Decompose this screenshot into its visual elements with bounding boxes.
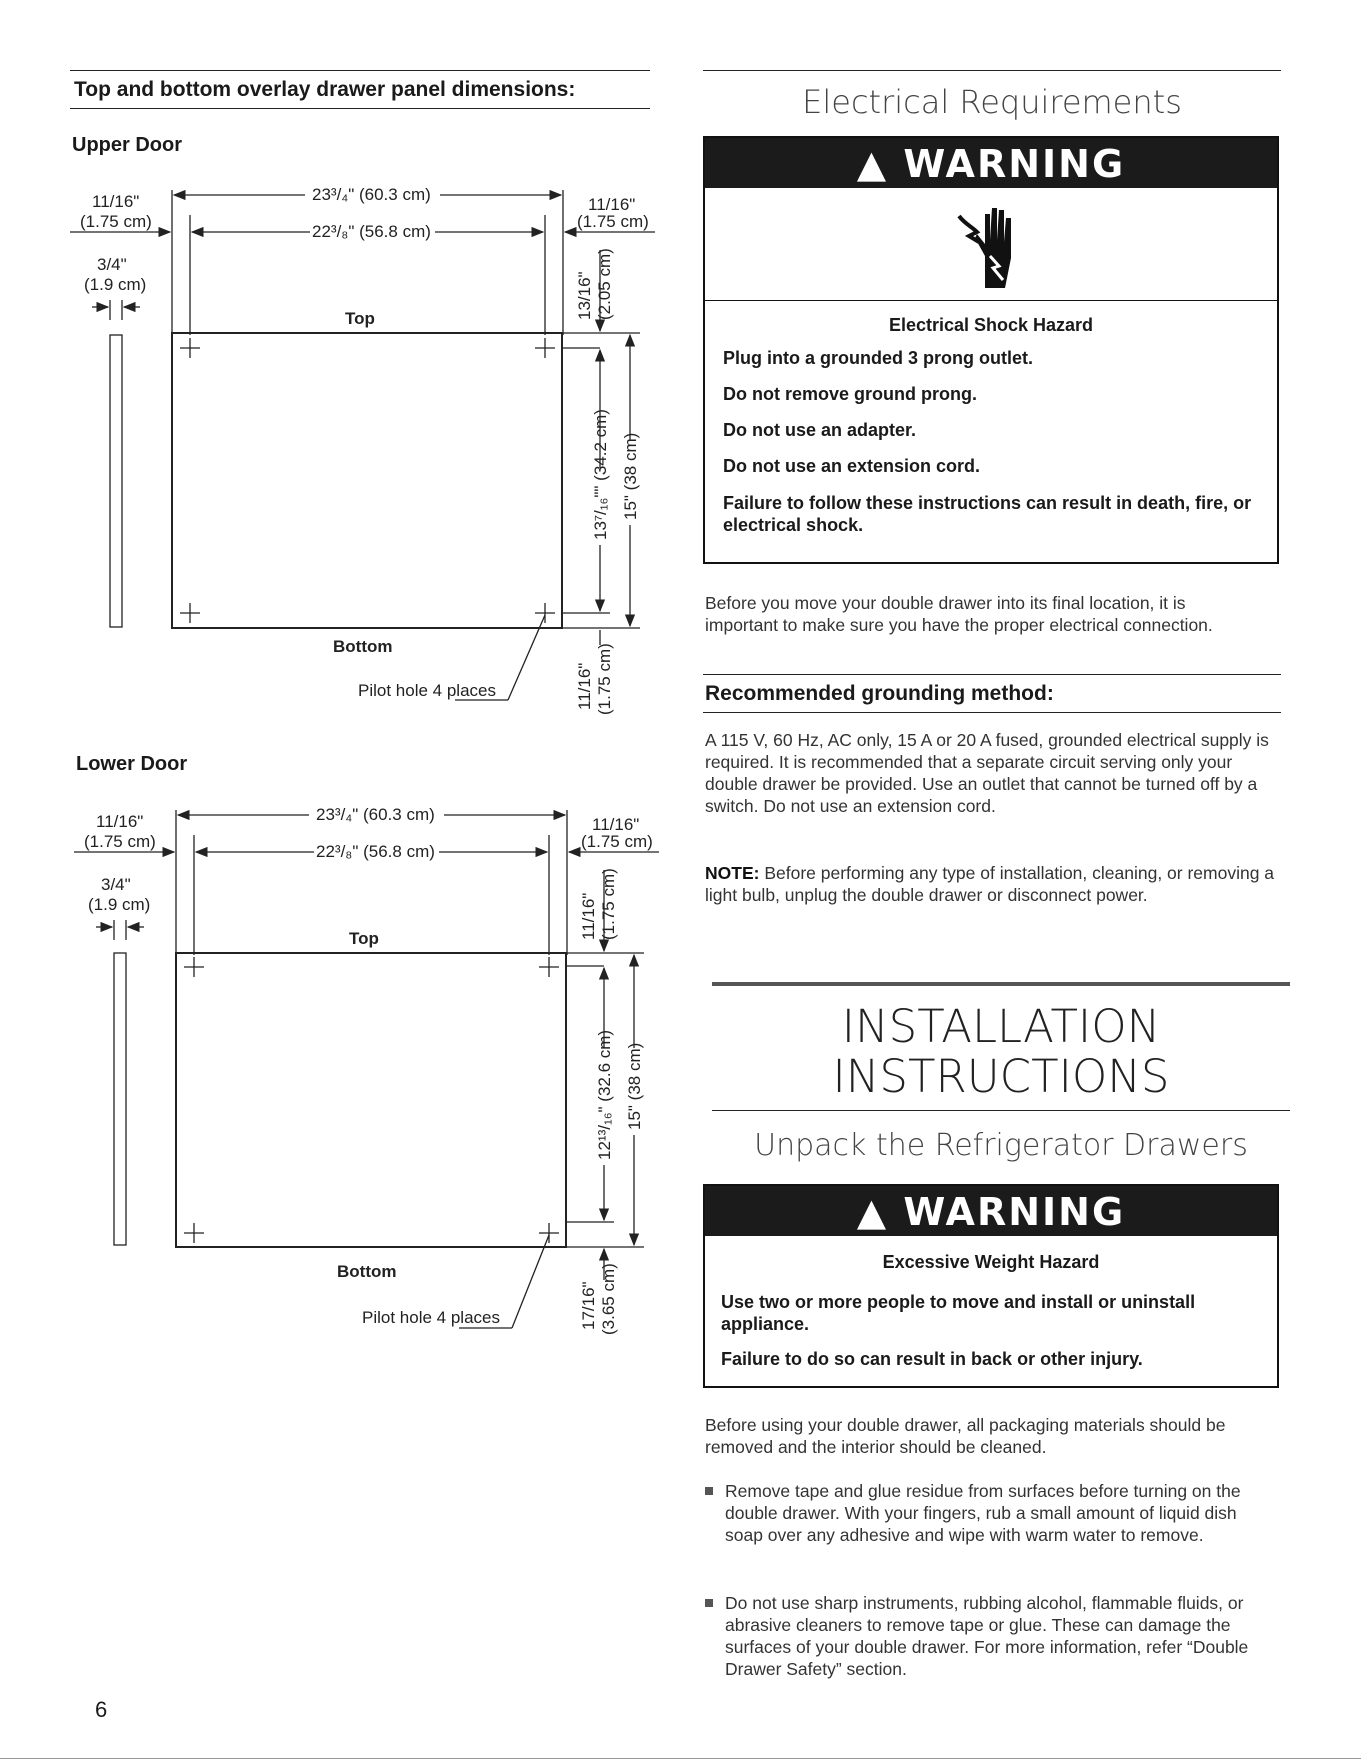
lower-width-inner: 22³/₈" (56.8 cm): [316, 842, 435, 861]
lower-bottom-label: Bottom: [337, 1262, 397, 1281]
upper-top-offset: 13/16": [575, 271, 594, 320]
lower-top-offset: 11/16": [579, 892, 598, 940]
upper-top-label: Top: [345, 309, 375, 328]
lower-left-margin-cm: (1.75 cm): [84, 832, 156, 851]
lower-top-offset-cm: (1.75 cm): [599, 868, 618, 940]
warning-item: Do not use an adapter.: [723, 420, 917, 440]
upper-width-outer: 23³/₄" (60.3 cm): [312, 185, 431, 204]
upper-left-margin-cm: (1.75 cm): [80, 212, 152, 231]
top-rule-left: [70, 70, 650, 71]
upper-bottom-offset: 11/16": [575, 662, 594, 710]
bullet-square-icon: [705, 1487, 713, 1495]
lower-right-margin: 11/16": [592, 815, 640, 834]
warning-item: Plug into a grounded 3 prong outlet.: [723, 348, 1033, 368]
bullet-square-icon: [705, 1599, 713, 1607]
note-text: Before performing any type of installation, cleaning, or removing a light bulb, unplug the double drawer or disconnect power.: [705, 863, 1275, 905]
upper-right-margin-cm: (1.75 cm): [577, 212, 649, 231]
page-number: 6: [95, 1697, 108, 1722]
weight-hazard-title: Excessive Weight Hazard: [882, 1252, 1100, 1272]
grounding-top-rule: [703, 674, 1281, 675]
upper-height-outer: 15" (38 cm): [621, 432, 640, 520]
grounding-bottom-rule: [703, 712, 1281, 713]
electrical-intro: Before you move your double drawer into its final location, it is important to make sure you have the proper electrical connection.: [705, 593, 1213, 635]
lower-bottom-offset: 17/16": [579, 1281, 598, 1330]
warning-triangle-icon: ▲: [856, 142, 889, 186]
install-title-line2: INSTRUCTIONS: [832, 1050, 1170, 1103]
electrical-requirements-title: Electrical Requirements: [802, 83, 1182, 121]
note-label: NOTE:: [705, 863, 760, 883]
upper-door-heading: Upper Door: [72, 134, 182, 156]
lower-right-margin-cm: (1.75 cm): [581, 832, 653, 851]
top-rule-right: [703, 70, 1281, 71]
upper-bottom-label: Bottom: [333, 637, 393, 656]
warning-item: Use two or more people to move and install or uninstall appliance.: [721, 1292, 1196, 1334]
lower-pilot-note: Pilot hole 4 places: [362, 1308, 500, 1327]
panel-dimensions-heading: Top and bottom overlay drawer panel dimensions:: [74, 78, 576, 101]
upper-pilot-note: Pilot hole 4 places: [358, 681, 496, 700]
unpack-title: Unpack the Refrigerator Drawers: [754, 1128, 1248, 1163]
warning-triangle-icon: ▲: [856, 1190, 889, 1234]
lower-left-margin: 11/16": [96, 812, 144, 831]
install-bottom-rule: [712, 1110, 1290, 1111]
install-title-line1: INSTALLATION: [841, 1000, 1161, 1053]
warning-box-weight: [703, 1184, 1279, 1388]
list-item: Do not use sharp instruments, rubbing alcohol, flammable fluids, or abrasive cleaners to remove tape or glue. These can damage the surfaces of your double drawer. For more information, refer “Double Drawer Safety” section.: [705, 1592, 1270, 1680]
lower-door-diagram: [4, 790, 684, 1350]
warning-box-electrical: [703, 136, 1279, 564]
warning-item: Do not use an extension cord.: [723, 456, 981, 476]
warning-consequence: Failure to do so can result in back or other injury.: [721, 1349, 1143, 1369]
lower-top-label: Top: [349, 929, 379, 948]
upper-thickness: 3/4": [97, 255, 127, 274]
electrical-shock-hand-icon: [955, 196, 1027, 294]
upper-left-margin: 11/16": [92, 192, 140, 211]
list-item: Remove tape and glue residue from surfaces before turning on the double drawer. With your fingers, rub a small amount of liquid dish soap over any adhesive and wipe with warm water to remove.: [705, 1480, 1270, 1546]
warning-banner: ▲ WARNING: [705, 1186, 1277, 1236]
shock-hazard-title: Electrical Shock Hazard: [888, 315, 1094, 335]
lower-width-outer: 23³/₄" (60.3 cm): [316, 805, 435, 824]
lower-thickness-cm: (1.9 cm): [88, 895, 151, 914]
grounding-text: A 115 V, 60 Hz, AC only, 15 A or 20 A fused, grounded electrical supply is required. It is recommended that a separate circuit serving only your double drawer be provided. Use an outlet that cannot be turned off by a switch. Do not use an extension cord.: [705, 730, 1269, 816]
grounding-heading: Recommended grounding method:: [705, 682, 1054, 705]
heading-underline: [70, 108, 650, 109]
upper-thickness-cm: (1.9 cm): [84, 275, 147, 294]
lower-door-heading: Lower Door: [76, 753, 188, 775]
upper-height-inner: 13⁷/₁₆"" (34.2 cm): [591, 409, 610, 540]
upper-width-inner: 22³/₈" (56.8 cm): [312, 222, 431, 241]
warning-banner: ▲ WARNING: [705, 138, 1277, 188]
warning1-instructions: [705, 336, 1277, 536]
upper-door-diagram: [0, 170, 680, 730]
shock-icon-area: [705, 188, 1277, 301]
note-paragraph: [705, 862, 1275, 906]
upper-bottom-offset-cm: (1.75 cm): [595, 643, 614, 715]
unpack-intro: Before using your double drawer, all packaging materials should be removed and the interior should be cleaned.: [705, 1415, 1226, 1457]
lower-bottom-offset-cm: (3.65 cm): [599, 1263, 618, 1335]
upper-top-offset-cm: (2.05 cm): [595, 248, 614, 320]
warning-item: Do not remove ground prong.: [723, 384, 977, 404]
installation-instructions-title: [712, 1002, 1290, 1102]
upper-right-margin: 11/16": [588, 195, 636, 214]
install-top-rule: [712, 982, 1290, 986]
lower-height-outer: 15" (38 cm): [625, 1042, 644, 1130]
page-bottom-rule: [0, 1758, 1361, 1759]
lower-height-inner: 12¹³/₁₆" (32.6 cm): [595, 1029, 614, 1160]
warning-consequence: Failure to follow these instructions can result in death, fire, or electrical shock.: [723, 493, 1252, 535]
lower-thickness: 3/4": [101, 875, 131, 894]
